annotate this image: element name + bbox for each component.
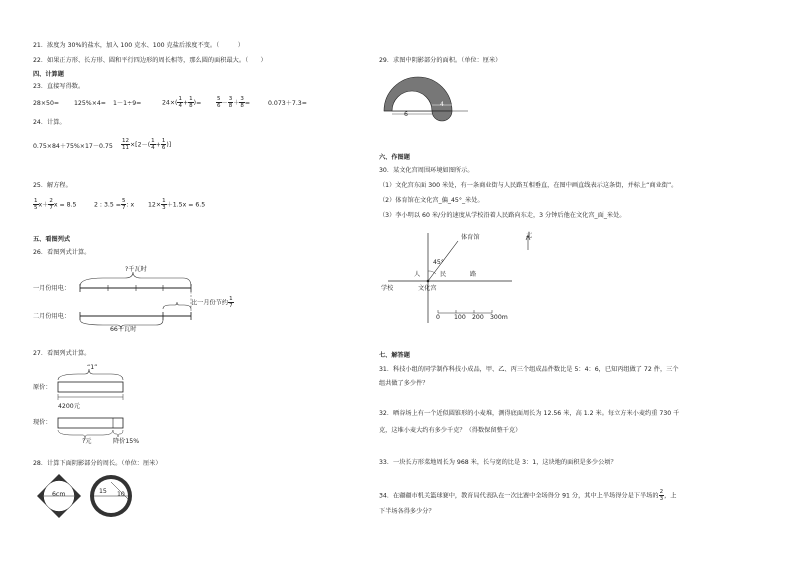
q26-top-brace: [80, 272, 191, 286]
map-road-label-1: 人: [414, 271, 421, 278]
question-23: 23．直接写得数。: [33, 83, 85, 90]
map-scale-200: 200: [472, 314, 484, 321]
map-scale-100: 100: [454, 314, 466, 321]
q23-item-1: 28×50=: [33, 100, 60, 107]
map-school-label: 学校: [381, 285, 394, 292]
question-31-line-2: 组共做了多少件？: [379, 380, 429, 387]
q26-right-brace: [163, 302, 191, 309]
map-scale-300: 300m: [490, 314, 508, 321]
q27-price-label: 4200元: [58, 403, 80, 410]
question-31: 31．科技小组的同学制作科技小成品，甲、乙、丙三个组成品件数比是 5：4：6，已知丙组做了 72 件，三个: [379, 366, 679, 373]
q27-unknown-label: ?元: [82, 438, 92, 445]
question-33: 33．一块长方形菜地周长为 968 米，长与宽的比是 3：1，这块地的面积是多少公顷？: [379, 459, 617, 466]
q29-small-semicircle: [432, 111, 452, 121]
map-north-label: 北: [526, 232, 533, 239]
section-5-title: 五、看图列式: [33, 236, 71, 243]
q25-eq-1: $\frac{1}{5}$ x＋ $\frac{2}{7}$ x = 8.5: [34, 198, 77, 211]
q25-eq-2: 2 : 3.5 = $\frac{5}{7}$ : x: [94, 198, 135, 211]
question-32-line-2: 克，这堆小麦大约有多少千克？（得数保留整千克）: [379, 427, 522, 434]
q23-item-5: $\frac{5}{6}$ － $\frac{3}{8}$ ＋ $\frac{3}{8}$ =: [217, 96, 251, 109]
q27-orig-bar: [58, 382, 123, 392]
q30-part-2: （2）体育馆在文化宫_偏_45°_米处。: [379, 197, 484, 204]
map-road-label-3: 路: [470, 271, 477, 278]
question-26: 26．看图列式计算。: [33, 249, 91, 256]
q30-part-1: （1）文化宫东面 300 米处，有一条商业街与人民路互相垂直，在图中画直线表示这条街，并标上“商业街”。: [379, 182, 678, 189]
q24-expr-2: $\frac{12}{11}$ ×[2－( $\frac{1}{4}$ + $\frac{1}{6}$ )]: [122, 138, 172, 151]
question-28: 28．计算下面阴影部分的周长。（单位：厘米）: [33, 460, 162, 467]
question-27: 27．看图列式计算。: [33, 350, 91, 357]
q23-item-4: 24×( $\frac{1}{4}$ + $\frac{1}{8}$ )=: [162, 96, 202, 109]
q30-part-3: （3）李小明以 60 米/分的速度从学校沿着人民路向东走，3 分钟后他在文化宫_面_米处。: [379, 212, 626, 219]
map-center-label: 文化宫: [418, 285, 437, 292]
map-gym-label: 体育馆: [461, 234, 480, 241]
q26-bottom-label: 66千瓦时: [110, 326, 137, 333]
q23-item-3: 1－1÷9=: [113, 100, 142, 107]
q26-jan-label: 一月份用电：: [33, 285, 71, 292]
q30-map: [380, 228, 550, 328]
question-25: 25．解方程。: [33, 182, 72, 189]
question-22: 22．如果正方形、长方形、圆和平行四边形的周长相等，那么圆的面积最大。（ ）: [33, 57, 267, 64]
q24-expr-1: 0.75×84＋75%×17－0.75: [33, 143, 113, 150]
map-angle-label: 45°: [433, 259, 444, 266]
q26-more-label: 比一月份节约 $\frac{1}{7}$: [191, 296, 233, 309]
question-32: 32．晒谷场上有一个近似圆锥形的小麦堆，测得底面周长为 12.56 米，高 1.2 米。每立方米小麦约重 730 千: [379, 410, 680, 417]
question-29: 29．求图中阴影部分的面积。（单位：厘米）: [379, 57, 502, 64]
q29-figure: [380, 73, 470, 121]
q23-item-2: 125%×4=: [74, 100, 106, 107]
question-34: 34．在疆疆市机关篮球赛中，教育局代表队在一次比赛中全场得分 91 分，其中上半场得分是下半场的 $\frac{2}{3}$ ，上: [379, 489, 677, 502]
q29-label-a: 6: [404, 111, 408, 118]
q29-label-b: 4: [440, 101, 444, 108]
q25-eq-3: 12× $\frac{1}{3}$ ＋1.5x = 6.5: [148, 198, 206, 211]
q28-label-a: 6cm: [52, 491, 66, 498]
question-30: 30．某文化宫周围环境如图所示。: [379, 167, 474, 174]
q28-label-b2: 10: [117, 491, 125, 498]
q23-item-6: 0.073＋7.3=: [268, 100, 307, 107]
section-4-title: 四、计算题: [33, 71, 64, 78]
section-7-title: 七、解答题: [379, 352, 410, 359]
q27-orig-label: 原价：: [33, 384, 52, 391]
q27-one-label: “1”: [87, 364, 98, 371]
map-scale-0: 0: [436, 314, 440, 321]
q28-label-b1: 15: [99, 488, 107, 495]
section-6-title: 六、作图题: [379, 154, 410, 161]
question-24: 24．计算。: [33, 119, 66, 126]
q26-top-label: ?千瓦时: [125, 266, 147, 273]
question-34-line-2: 下半场各得多少分？: [379, 508, 435, 515]
q27-bar-diagram: [33, 362, 183, 450]
question-21: 21．浓度为 30%的盐水，加入 100 克水、100 克盐后浓度不变。（ ）: [33, 42, 244, 49]
q27-discount-label: 降价15%: [113, 438, 140, 445]
map-road-label-2: 民: [440, 271, 447, 278]
q26-feb-label: 二月份用电：: [33, 313, 71, 320]
q27-now-label: 现价：: [33, 419, 52, 426]
